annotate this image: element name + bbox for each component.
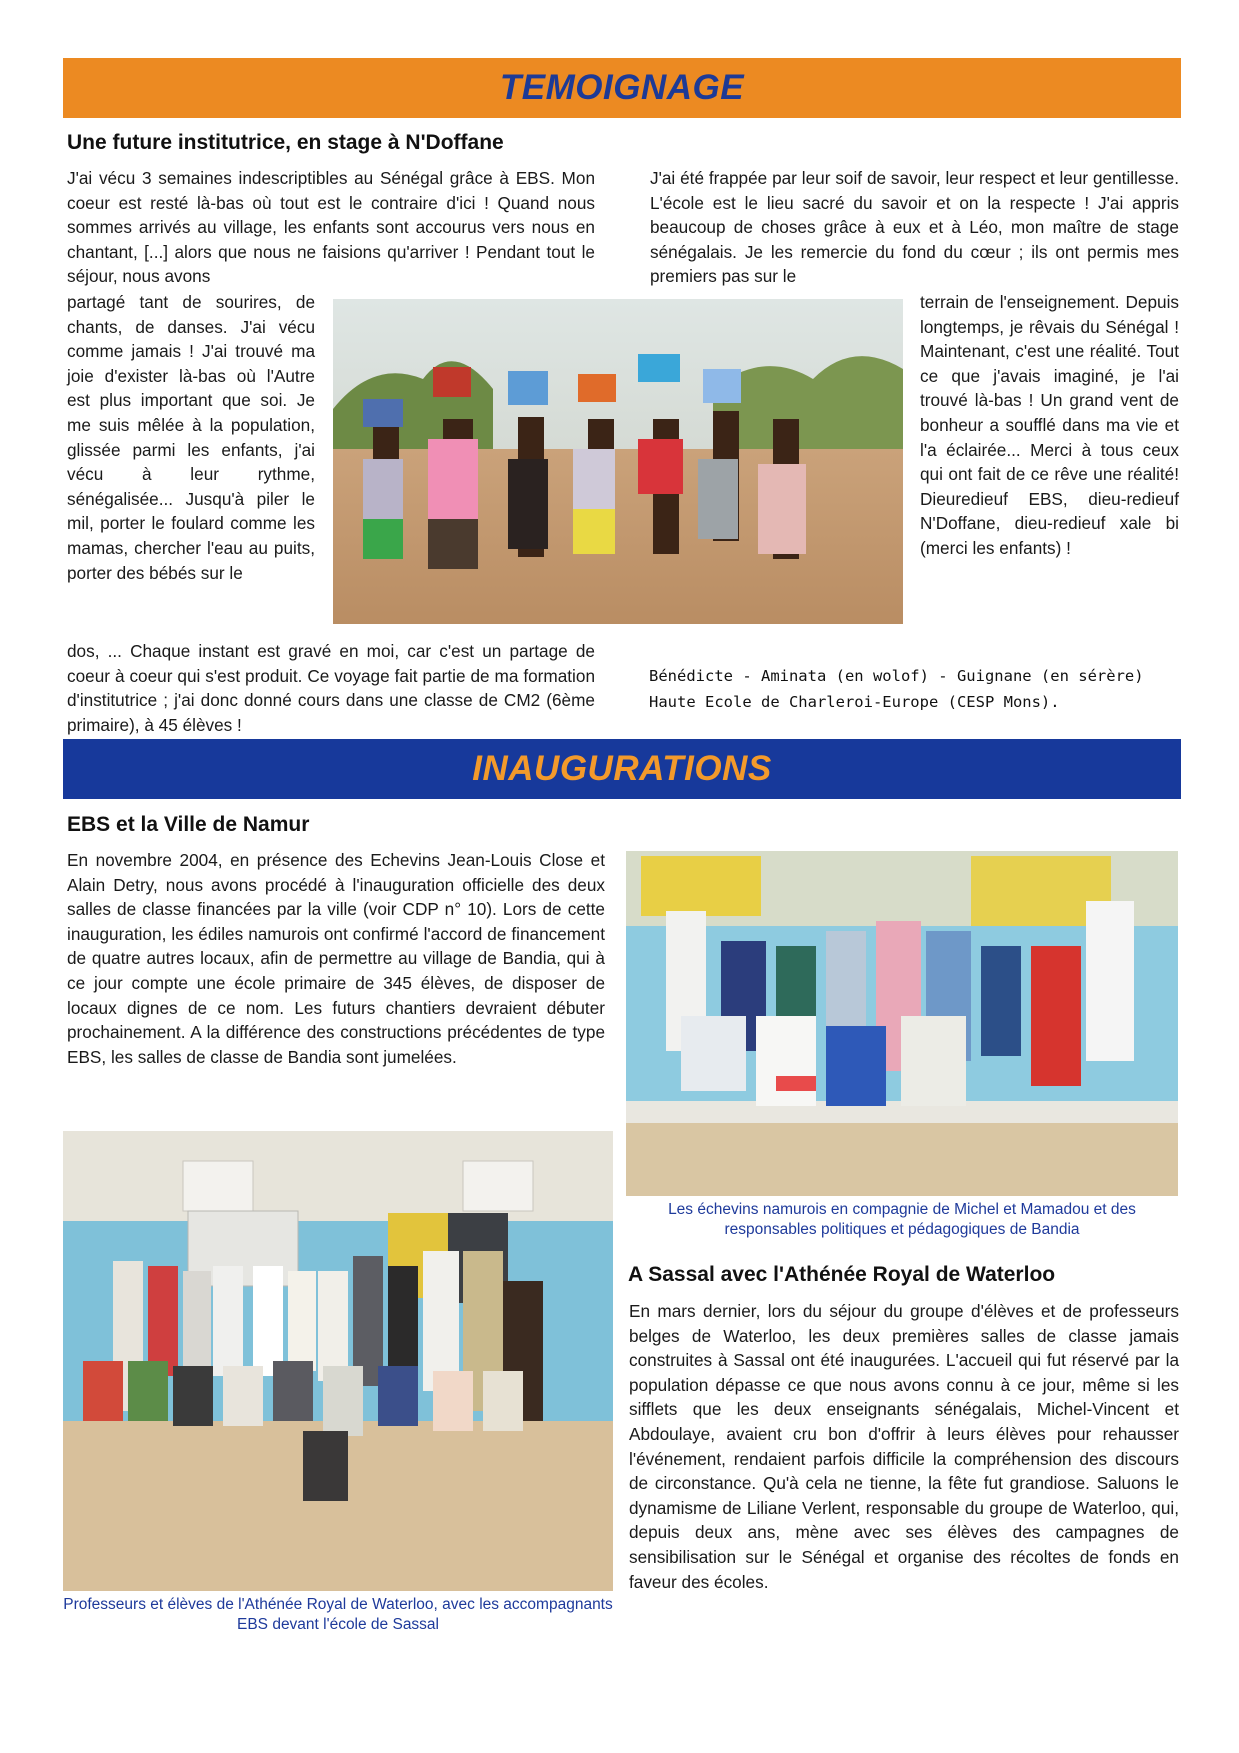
temoignage-banner-title: TEMOIGNAGE <box>499 68 745 107</box>
inaugurations-banner <box>63 739 1181 799</box>
temoignage-banner <box>63 58 1181 118</box>
namur-title: EBS et la Ville de Namur <box>67 813 310 836</box>
namur-text: En novembre 2004, en présence des Echevins Jean-Louis Close et Alain Detry, nous avons procédé à l'inauguration officielle des deux salles de classe financées par la ville (voir CDP n° 10). Lors de cette inauguration, les édiles namurois ont confirmé l'accord de financement de quatre autres locaux, afin de permettre au village de Bandia, qui à ce jour compte une école primaire de 345 élèves, de disposer de locaux dignes de ce nom. Les futurs chantiers devraient débuter prochainement. A la différence des constructions précédentes de type EBS, les salles de classe de Bandia sont jumelées. <box>67 850 605 1067</box>
temoignage-text-left-bottom: dos, ... Chaque instant est gravé en moi, car c'est un partage de coeur à coeur qui s'est produit. Ce voyage fait partie de ma formation d'institutrice ; j'ai donc donné cours dans une classe de CM2 (6ème primaire), à 45 élèves ! <box>67 641 595 735</box>
sassal-group-photo <box>63 1131 613 1591</box>
signature-line-2: Haute Ecole de Charleroi-Europe (CESP Mons). <box>649 693 1060 711</box>
namur-photo-caption: Les échevins namurois en compagnie de Michel et Mamadou et des responsables politiques et pédagogiques de Bandia <box>668 1201 1136 1238</box>
signature-line-1: Bénédicte - Aminata (en wolof) - Guignane (en sérère) <box>649 667 1144 685</box>
inaugurations-banner-title: INAUGURATIONS <box>472 749 772 788</box>
sassal-text: En mars dernier, lors du séjour du groupe d'élèves et de professeurs belges de Waterloo, les deux premières salles de classe jamais construites à Sassal ont été inaugurées. L'accueil qui fut réservé par la population dépasse ce que nous avons connu à ce jour, même si les sifflets que les deux enseignants sénégalais, Michel-Vincent et Abdoulaye, avaient cru bon d'offrir à leurs élèves pour rehausser l'événement, rendaient parfois difficile la compréhension des discours de circonstance. Qu'à cela ne tienne, la fête fut grandiose. Saluons le dynamisme de Liliane Verlent, responsable du groupe de Waterloo, qui, depuis deux ans, mène avec ses élèves des campagnes de sensibilisation sur le Sénégal et organise des récoltes de fonds en faveur des écoles. <box>629 1301 1179 1592</box>
sassal-photo-caption: Professeurs et élèves de l'Athénée Royal de Waterloo, avec les accompagnants EBS devant l'école de Sassal <box>63 1596 613 1633</box>
temoignage-text-right-narrow: terrain de l'enseignement. Depuis longtemps, je rêvais du Sénégal ! Maintenant, c'est une réalité. Tout ce que j'avais imaginé, je l'ai trouvé là-bas ! Un grand vent de bonheur a soufflé dans ma vie et l'a éclairée... Merci à tous ceux qui ont fait de ce rêve une réalité! Dieuredieuf EBS, dieu-redieuf N'Doffane, dieu-redieuf xale bi (merci les enfants) ! <box>920 292 1179 558</box>
village-children-photo <box>333 299 903 624</box>
temoignage-text-left-narrow: partagé tant de sourires, de chants, de danses. J'ai vécu comme jamais ! J'ai trouvé ma joie d'exister là-bas où l'Autre est plus important que soi. Je me suis mêlée à la population, glissée parmi les enfants, j'ai vécu à leur rythme, sénégalisée... Jusqu'à piler le mil, porter le foulard comme les mamas, chercher l'eau au puits, porter des bébés sur le <box>67 292 315 583</box>
temoignage-text-left-top: J'ai vécu 3 semaines indescriptibles au Sénégal grâce à EBS. Mon coeur est resté là-bas où tout est le contraire d'ici ! Quand nous sommes arrivés au village, les enfants sont accourus vers nous en chantant, [...] alors que nous ne faisions qu'arriver ! Pendant tout le séjour, nous avons <box>67 168 595 287</box>
sassal-title: A Sassal avec l'Athénée Royal de Waterloo <box>628 1263 1056 1286</box>
temoignage-title: Une future institutrice, en stage à N'Doffane <box>67 131 504 154</box>
temoignage-text-right-top: J'ai été frappée par leur soif de savoir, leur respect et leur gentillesse. L'école est le lieu sacré du savoir et on la respecte ! J'ai appris beaucoup de choses grâce à eux et à Léo, mon maître de stage sénégalais. Je les remercie du fond du cœur ; ils ont permis mes premiers pas sur le <box>650 168 1179 287</box>
namur-inauguration-photo <box>626 851 1178 1196</box>
